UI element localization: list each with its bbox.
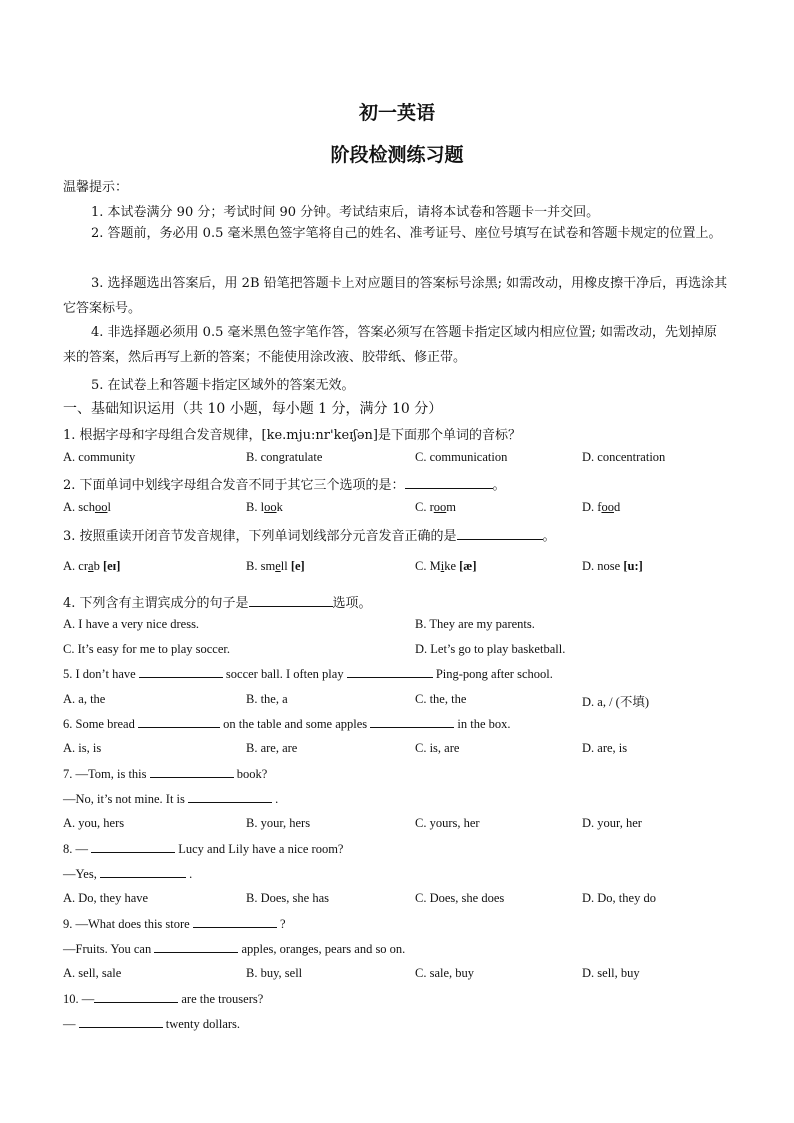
q8-blank-2[interactable]: [100, 866, 186, 878]
q2-stem-end: 。: [492, 478, 506, 493]
q5-option-d: D. a, / (不填): [582, 695, 649, 709]
q10-blank-1[interactable]: [94, 991, 178, 1003]
question-7-line-2: —No, it’s not mine. It is .: [63, 792, 279, 806]
q3-option-c: C. Mike [æ]: [415, 559, 477, 573]
q3-option-d: D. nose [u:]: [582, 559, 643, 573]
q5-option-c: C. the, the: [415, 692, 467, 706]
q2-option-c: C. room: [415, 500, 456, 514]
q1-option-b: B. congratulate: [246, 450, 323, 464]
question-3-stem: 3. 按照重读开闭音节发音规律，下列单词划线部分元音发音正确的是 。: [63, 529, 556, 544]
q2-option-a: A. school: [63, 500, 111, 514]
q7-blank-2[interactable]: [188, 791, 272, 803]
q5-option-a: A. a, the: [63, 692, 106, 706]
q7-option-b: B. your, hers: [246, 816, 311, 830]
q2-option-d: D. food: [582, 500, 621, 514]
q5-blank-2[interactable]: [347, 666, 433, 678]
question-4-stem: 4. 下列含有主谓宾成分的句子是 选项。: [63, 596, 372, 611]
question-10-line-2: — twenty dollars.: [63, 1017, 241, 1031]
question-10-line-1: 10. — are the trousers?: [63, 992, 264, 1006]
q4-option-c: C. It’s easy for me to play soccer.: [63, 642, 230, 656]
page-subtitle: 阶段检测练习题: [330, 144, 464, 166]
q6-option-c: C. is, are: [415, 741, 460, 755]
q2-answer-blank[interactable]: [405, 477, 493, 489]
q4-option-a: A. I have a very nice dress.: [63, 617, 200, 631]
question-1-stem: 1. 根据字母和字母组合发音规律，[ke.mju:nr'keɪʃən]是下面那个单词的音标？: [63, 428, 521, 443]
q6-blank-1[interactable]: [138, 716, 220, 728]
question-5-stem: 5. I don’t have soccer ball. I often play Ping-pong after school.: [63, 667, 553, 681]
q10-blank-2[interactable]: [79, 1016, 163, 1028]
question-8-line-1: 8. — Lucy and Lily have a nice room?: [63, 842, 344, 856]
q5-option-b: B. the, a: [246, 692, 288, 706]
question-6-stem: 6. Some bread on the table and some apples in the box.: [63, 717, 511, 731]
q9-option-a: A. sell, sale: [63, 966, 122, 980]
q4-answer-blank[interactable]: [249, 595, 333, 607]
q4-option-b: B. They are my parents.: [415, 617, 535, 631]
question-9-line-2: —Fruits. You can apples, oranges, pears and so on.: [63, 942, 406, 956]
page-title: 初一英语: [358, 102, 435, 124]
q8-option-b: B. Does, she has: [246, 891, 329, 905]
q3-answer-blank[interactable]: [457, 528, 543, 540]
q6-option-b: B. are, are: [246, 741, 298, 755]
q8-option-a: A. Do, they have: [63, 891, 149, 905]
q1-option-c: C. communication: [415, 450, 508, 464]
notice-item-3: 3. 选择题选出答案后，用 2B 铅笔把答题卡上对应题目的答案标号涂黑; 如需改动，用橡皮擦干净后，再选涂其它答案标号。: [63, 276, 728, 316]
q4-option-d: D. Let’s go to play basketball.: [415, 642, 566, 656]
q9-blank-1[interactable]: [193, 916, 277, 928]
q8-option-c: C. Does, she does: [415, 891, 505, 905]
notice-heading: 温馨提示：: [63, 180, 129, 195]
q5-blank-1[interactable]: [139, 666, 223, 678]
question-7-line-1: 7. —Tom, is this book?: [63, 767, 268, 781]
q7-option-c: C. yours, her: [415, 816, 480, 830]
q2-option-b: B. look: [246, 500, 283, 514]
q6-option-d: D. are, is: [582, 741, 628, 755]
q3-option-a: A. crab [eɪ]: [63, 559, 121, 573]
q9-blank-2[interactable]: [154, 941, 238, 953]
q8-option-d: D. Do, they do: [582, 891, 656, 905]
notice-item-2: 2. 答题前，务必用 0.5 毫米黑色签字笔将自己的姓名、准考证号、座位号填写在试卷和答题卡规定的位置上。: [91, 226, 722, 241]
q9-option-b: B. buy, sell: [246, 966, 303, 980]
question-2-stem: [63, 474, 506, 493]
q1-option-a: A. community: [63, 450, 136, 464]
q6-blank-2[interactable]: [370, 716, 454, 728]
question-8-line-2: —Yes, .: [63, 867, 193, 881]
q7-option-d: D. your, her: [582, 816, 642, 830]
section-heading: 一、基础知识运用（共 10 小题，每小题 1 分，满分 10 分）: [63, 401, 443, 417]
notice-item-1: 1. 本试卷满分 90 分；考试时间 90 分钟。考试结束后，请将本试卷和答题卡一并交回。: [91, 205, 600, 220]
notice-item-5: 5. 在试卷上和答题卡指定区域外的答案无效。: [91, 378, 355, 393]
q2-stem-text: 2. 下面单词中划线字母组合发音不同于其它三个选项的是：: [63, 478, 405, 493]
q6-option-a: A. is, is: [63, 741, 102, 755]
q9-option-c: C. sale, buy: [415, 966, 475, 980]
q3-option-b: B. smell [e]: [246, 559, 305, 573]
notice-item-4: 4. 非选择题必须用 0.5 毫米黑色签字笔作答，答案必须写在答题卡指定区域内相应位置; 如需改动，先划掉原来的答案，然后再写上新的答案；不能使用涂改液、胶带纸、修正带。: [63, 325, 717, 365]
q7-option-a: A. you, hers: [63, 816, 125, 830]
q8-blank-1[interactable]: [91, 841, 175, 853]
question-9-line-1: 9. —What does this store ?: [63, 917, 286, 931]
q1-option-d: D. concentration: [582, 450, 666, 464]
q7-blank-1[interactable]: [150, 766, 234, 778]
q9-option-d: D. sell, buy: [582, 966, 640, 980]
